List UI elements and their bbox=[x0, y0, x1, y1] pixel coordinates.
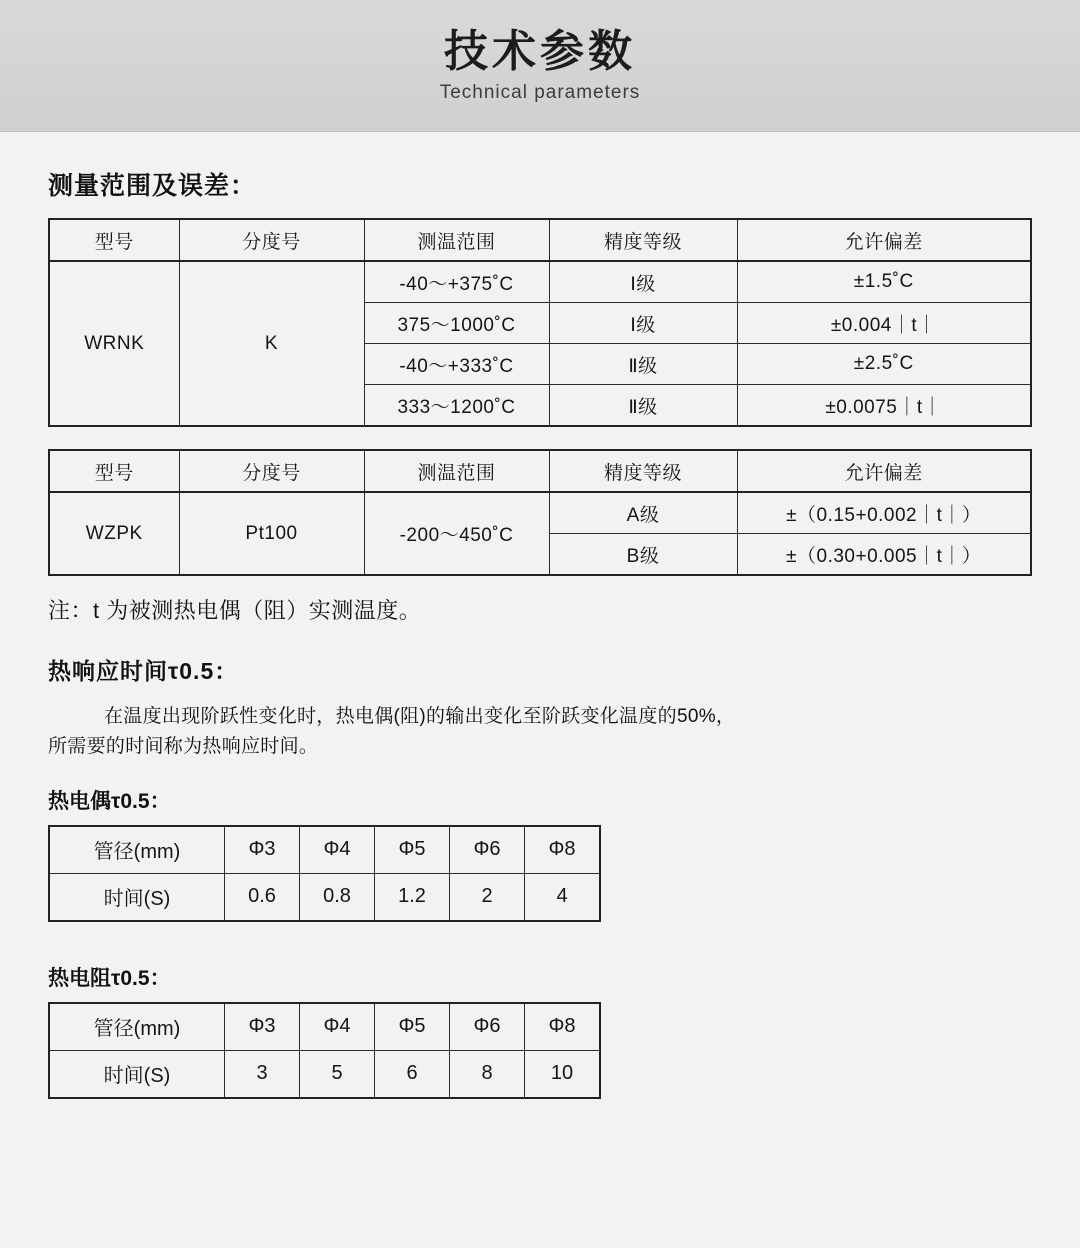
rtd-tau-title: 热电阻τ0.5： bbox=[48, 966, 171, 990]
column-header-model: 型号 bbox=[49, 219, 179, 261]
spacer bbox=[48, 763, 1032, 785]
cell-time: 10 bbox=[525, 1050, 601, 1098]
banner-subtitle: Technical parameters bbox=[439, 81, 641, 103]
cell-deviation: ±（0.15+0.002｜t｜） bbox=[737, 492, 1031, 534]
measurement-range-title: 测量范围及误差： bbox=[48, 172, 257, 200]
cell-deviation: ±1.5˚C bbox=[737, 261, 1031, 303]
table-row bbox=[49, 492, 1031, 534]
thermocouple-tau-table bbox=[48, 825, 601, 922]
column-header-graduation: 分度号 bbox=[179, 450, 364, 492]
cell-time: 2 bbox=[450, 873, 525, 921]
column-header-deviation: 允许偏差 bbox=[737, 450, 1031, 492]
response-time-title: 热响应时间τ0.5： bbox=[48, 658, 239, 684]
table-row bbox=[49, 261, 1031, 303]
cell-time: 4 bbox=[525, 873, 601, 921]
cell-range: -40～+375˚C bbox=[364, 261, 549, 303]
cell-graduation: Pt100 bbox=[179, 492, 364, 575]
content-area bbox=[0, 132, 1080, 1099]
cell-model: WZPK bbox=[49, 492, 179, 575]
cell-diameter: Φ5 bbox=[375, 826, 450, 874]
response-paragraph-line-2: 所需要的时间称为热响应时间。 bbox=[48, 736, 319, 758]
footnote-text: 注：t 为被测热电偶（阻）实测温度。 bbox=[48, 598, 422, 623]
cell-diameter: Φ3 bbox=[225, 1003, 300, 1051]
column-header-range: 测温范围 bbox=[364, 450, 549, 492]
row-label-time: 时间(S) bbox=[49, 873, 225, 921]
row-label-time: 时间(S) bbox=[49, 1050, 225, 1098]
cell-diameter: Φ4 bbox=[300, 1003, 375, 1051]
column-header-model: 型号 bbox=[49, 450, 179, 492]
cell-deviation: ±（0.30+0.005｜t｜） bbox=[737, 534, 1031, 576]
row-label-diameter: 管径(mm) bbox=[49, 826, 225, 874]
spacer bbox=[48, 427, 1032, 449]
response-time-paragraph bbox=[48, 702, 1032, 763]
thermocouple-spec-table bbox=[48, 218, 1032, 427]
column-header-grade: 精度等级 bbox=[549, 219, 737, 261]
cell-graduation: K bbox=[179, 261, 364, 426]
table-row bbox=[49, 873, 600, 921]
response-paragraph-line-1: 在温度出现阶跃性变化时，热电偶(阻)的输出变化至阶跃变化温度的50%， bbox=[104, 706, 736, 727]
cell-time: 3 bbox=[225, 1050, 300, 1098]
cell-diameter: Φ4 bbox=[300, 826, 375, 874]
rtd-spec-table bbox=[48, 449, 1032, 576]
cell-deviation: ±0.0075｜t｜ bbox=[737, 385, 1031, 427]
cell-range: -200～450˚C bbox=[364, 492, 549, 575]
cell-diameter: Φ5 bbox=[375, 1003, 450, 1051]
cell-diameter: Φ8 bbox=[525, 826, 601, 874]
cell-grade: B级 bbox=[549, 534, 737, 576]
rtd-tau-table bbox=[48, 1002, 601, 1099]
cell-grade: A级 bbox=[549, 492, 737, 534]
table-row bbox=[49, 826, 600, 874]
cell-diameter: Φ6 bbox=[450, 826, 525, 874]
cell-time: 5 bbox=[300, 1050, 375, 1098]
table-row bbox=[49, 1050, 600, 1098]
thermocouple-tau-title: 热电偶τ0.5： bbox=[48, 789, 171, 813]
cell-time: 8 bbox=[450, 1050, 525, 1098]
cell-deviation: ±0.004｜t｜ bbox=[737, 303, 1031, 344]
row-label-diameter: 管径(mm) bbox=[49, 1003, 225, 1051]
table-header-row bbox=[49, 219, 1031, 261]
cell-grade: Ⅱ级 bbox=[549, 385, 737, 427]
cell-time: 0.6 bbox=[225, 873, 300, 921]
cell-range: -40～+333˚C bbox=[364, 344, 549, 385]
cell-range: 375～1000˚C bbox=[364, 303, 549, 344]
banner-title: 技术参数 bbox=[444, 27, 636, 77]
cell-model: WRNK bbox=[49, 261, 179, 426]
table-header-row bbox=[49, 450, 1031, 492]
cell-diameter: Φ6 bbox=[450, 1003, 525, 1051]
table-row bbox=[49, 1003, 600, 1051]
column-header-range: 测温范围 bbox=[364, 219, 549, 261]
cell-time: 0.8 bbox=[300, 873, 375, 921]
cell-time: 1.2 bbox=[375, 873, 450, 921]
cell-range: 333～1200˚C bbox=[364, 385, 549, 427]
cell-diameter: Φ8 bbox=[525, 1003, 601, 1051]
cell-grade: Ⅱ级 bbox=[549, 344, 737, 385]
cell-time: 6 bbox=[375, 1050, 450, 1098]
page-banner bbox=[0, 0, 1080, 132]
column-header-deviation: 允许偏差 bbox=[737, 219, 1031, 261]
column-header-grade: 精度等级 bbox=[549, 450, 737, 492]
cell-grade: Ⅰ级 bbox=[549, 303, 737, 344]
cell-deviation: ±2.5˚C bbox=[737, 344, 1031, 385]
spacer bbox=[48, 928, 1032, 962]
cell-grade: Ⅰ级 bbox=[549, 261, 737, 303]
cell-diameter: Φ3 bbox=[225, 826, 300, 874]
column-header-graduation: 分度号 bbox=[179, 219, 364, 261]
